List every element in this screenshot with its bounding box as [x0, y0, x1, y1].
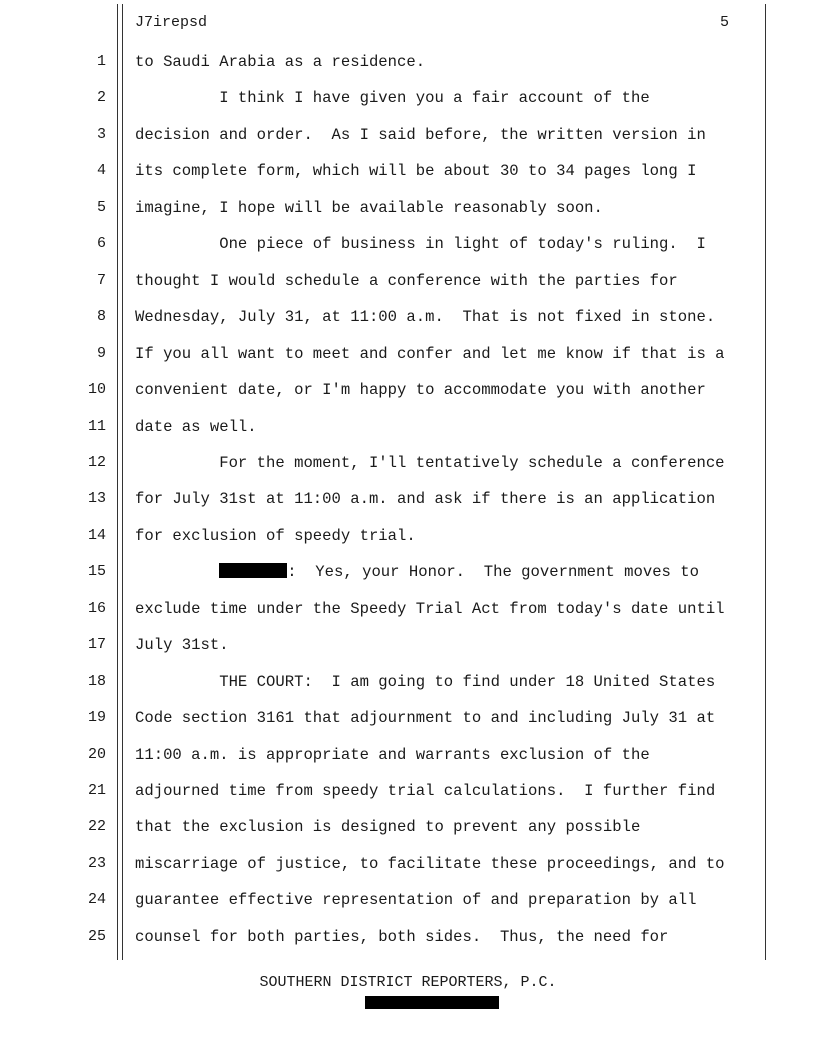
transcript-line: THE COURT: I am going to find under 18 United States: [135, 672, 716, 691]
transcript-line: guarantee effective representation of and preparation by all: [135, 891, 697, 910]
left-margin-rule-inner: [122, 4, 123, 960]
transcript-line: adjourned time from speedy trial calculations. I further find: [135, 782, 716, 800]
transcript-line: its complete form, which will be about 30 to 34 pages long I: [135, 162, 697, 181]
speaker-redaction: [219, 563, 287, 578]
speaker-statement: : Yes, your Honor. The government moves to: [287, 563, 699, 582]
line-number: 5: [96, 198, 106, 216]
transcript-line: One piece of business in light of today's ruling. I: [135, 235, 706, 254]
transcript-line: exclude time under the Speedy Trial Act from today's date until: [135, 599, 725, 618]
footer-redaction-bar: [365, 996, 499, 1009]
transcript-line: If you all want to meet and confer and let me know if that is a: [135, 344, 725, 363]
transcript-line: for July 31st at 11:00 a.m. and ask if there is an application: [135, 490, 716, 509]
line-number: 18: [87, 672, 106, 690]
transcript-line: Wednesday, July 31, at 11:00 a.m. That is not fixed in stone.: [135, 308, 716, 327]
line-number: 19: [87, 709, 106, 727]
transcript-line: [135, 563, 699, 581]
footer-reporter: SOUTHERN DISTRICT REPORTERS, P.C.: [259, 974, 557, 991]
transcript-line: For the moment, I'll tentatively schedule a conference: [135, 453, 725, 472]
page-number: 5: [720, 14, 730, 31]
transcript-line: Code section 3161 that adjournment to and including July 31 at: [135, 709, 716, 728]
line-number: 9: [96, 344, 106, 362]
transcript-line: date as well.: [135, 417, 257, 436]
line-number: 14: [87, 526, 106, 544]
line-number: 2: [96, 89, 106, 107]
line-number: 1: [96, 53, 106, 70]
line-number: 12: [87, 453, 106, 471]
transcript-line: miscarriage of justice, to facilitate these proceedings, and to: [135, 854, 725, 873]
transcript-line: for exclusion of speedy trial.: [135, 526, 416, 545]
transcript-line: that the exclusion is designed to prevent any possible: [135, 818, 641, 837]
line-number: 21: [87, 782, 106, 799]
line-number: 11: [87, 417, 106, 435]
transcript-line: 11:00 a.m. is appropriate and warrants exclusion of the: [135, 745, 650, 764]
line-number: 17: [87, 636, 106, 654]
document-id: J7irepsd: [135, 14, 208, 31]
line-number: 13: [87, 490, 106, 508]
line-number: 10: [87, 381, 106, 399]
line-number: 24: [87, 891, 106, 909]
line-number: 7: [96, 271, 106, 289]
left-margin-rule-outer: [117, 4, 118, 960]
transcript-line: to Saudi Arabia as a residence.: [135, 53, 426, 71]
line-number: 16: [87, 599, 106, 617]
transcript-line: July 31st.: [135, 636, 229, 655]
line-number: 25: [87, 927, 106, 945]
line-number: 3: [96, 125, 106, 143]
transcript-line: thought I would schedule a conference with the parties for: [135, 271, 678, 290]
line-number: 8: [96, 308, 106, 326]
transcript-line: decision and order. As I said before, the written version in: [135, 125, 706, 144]
line-number: 22: [87, 818, 106, 836]
speaker-indent: [135, 563, 219, 581]
line-number: 23: [87, 854, 106, 872]
transcript-line: I think I have given you a fair account of the: [135, 89, 650, 108]
line-number: 6: [96, 235, 106, 253]
right-margin-rule: [765, 4, 766, 960]
line-number: 20: [87, 745, 106, 763]
line-number: 4: [96, 162, 106, 180]
line-number: 15: [87, 563, 106, 581]
transcript-line: counsel for both parties, both sides. Thus, the need for: [135, 927, 669, 946]
transcript-line: imagine, I hope will be available reasonably soon.: [135, 198, 603, 217]
transcript-line: convenient date, or I'm happy to accommodate you with another: [135, 381, 706, 400]
